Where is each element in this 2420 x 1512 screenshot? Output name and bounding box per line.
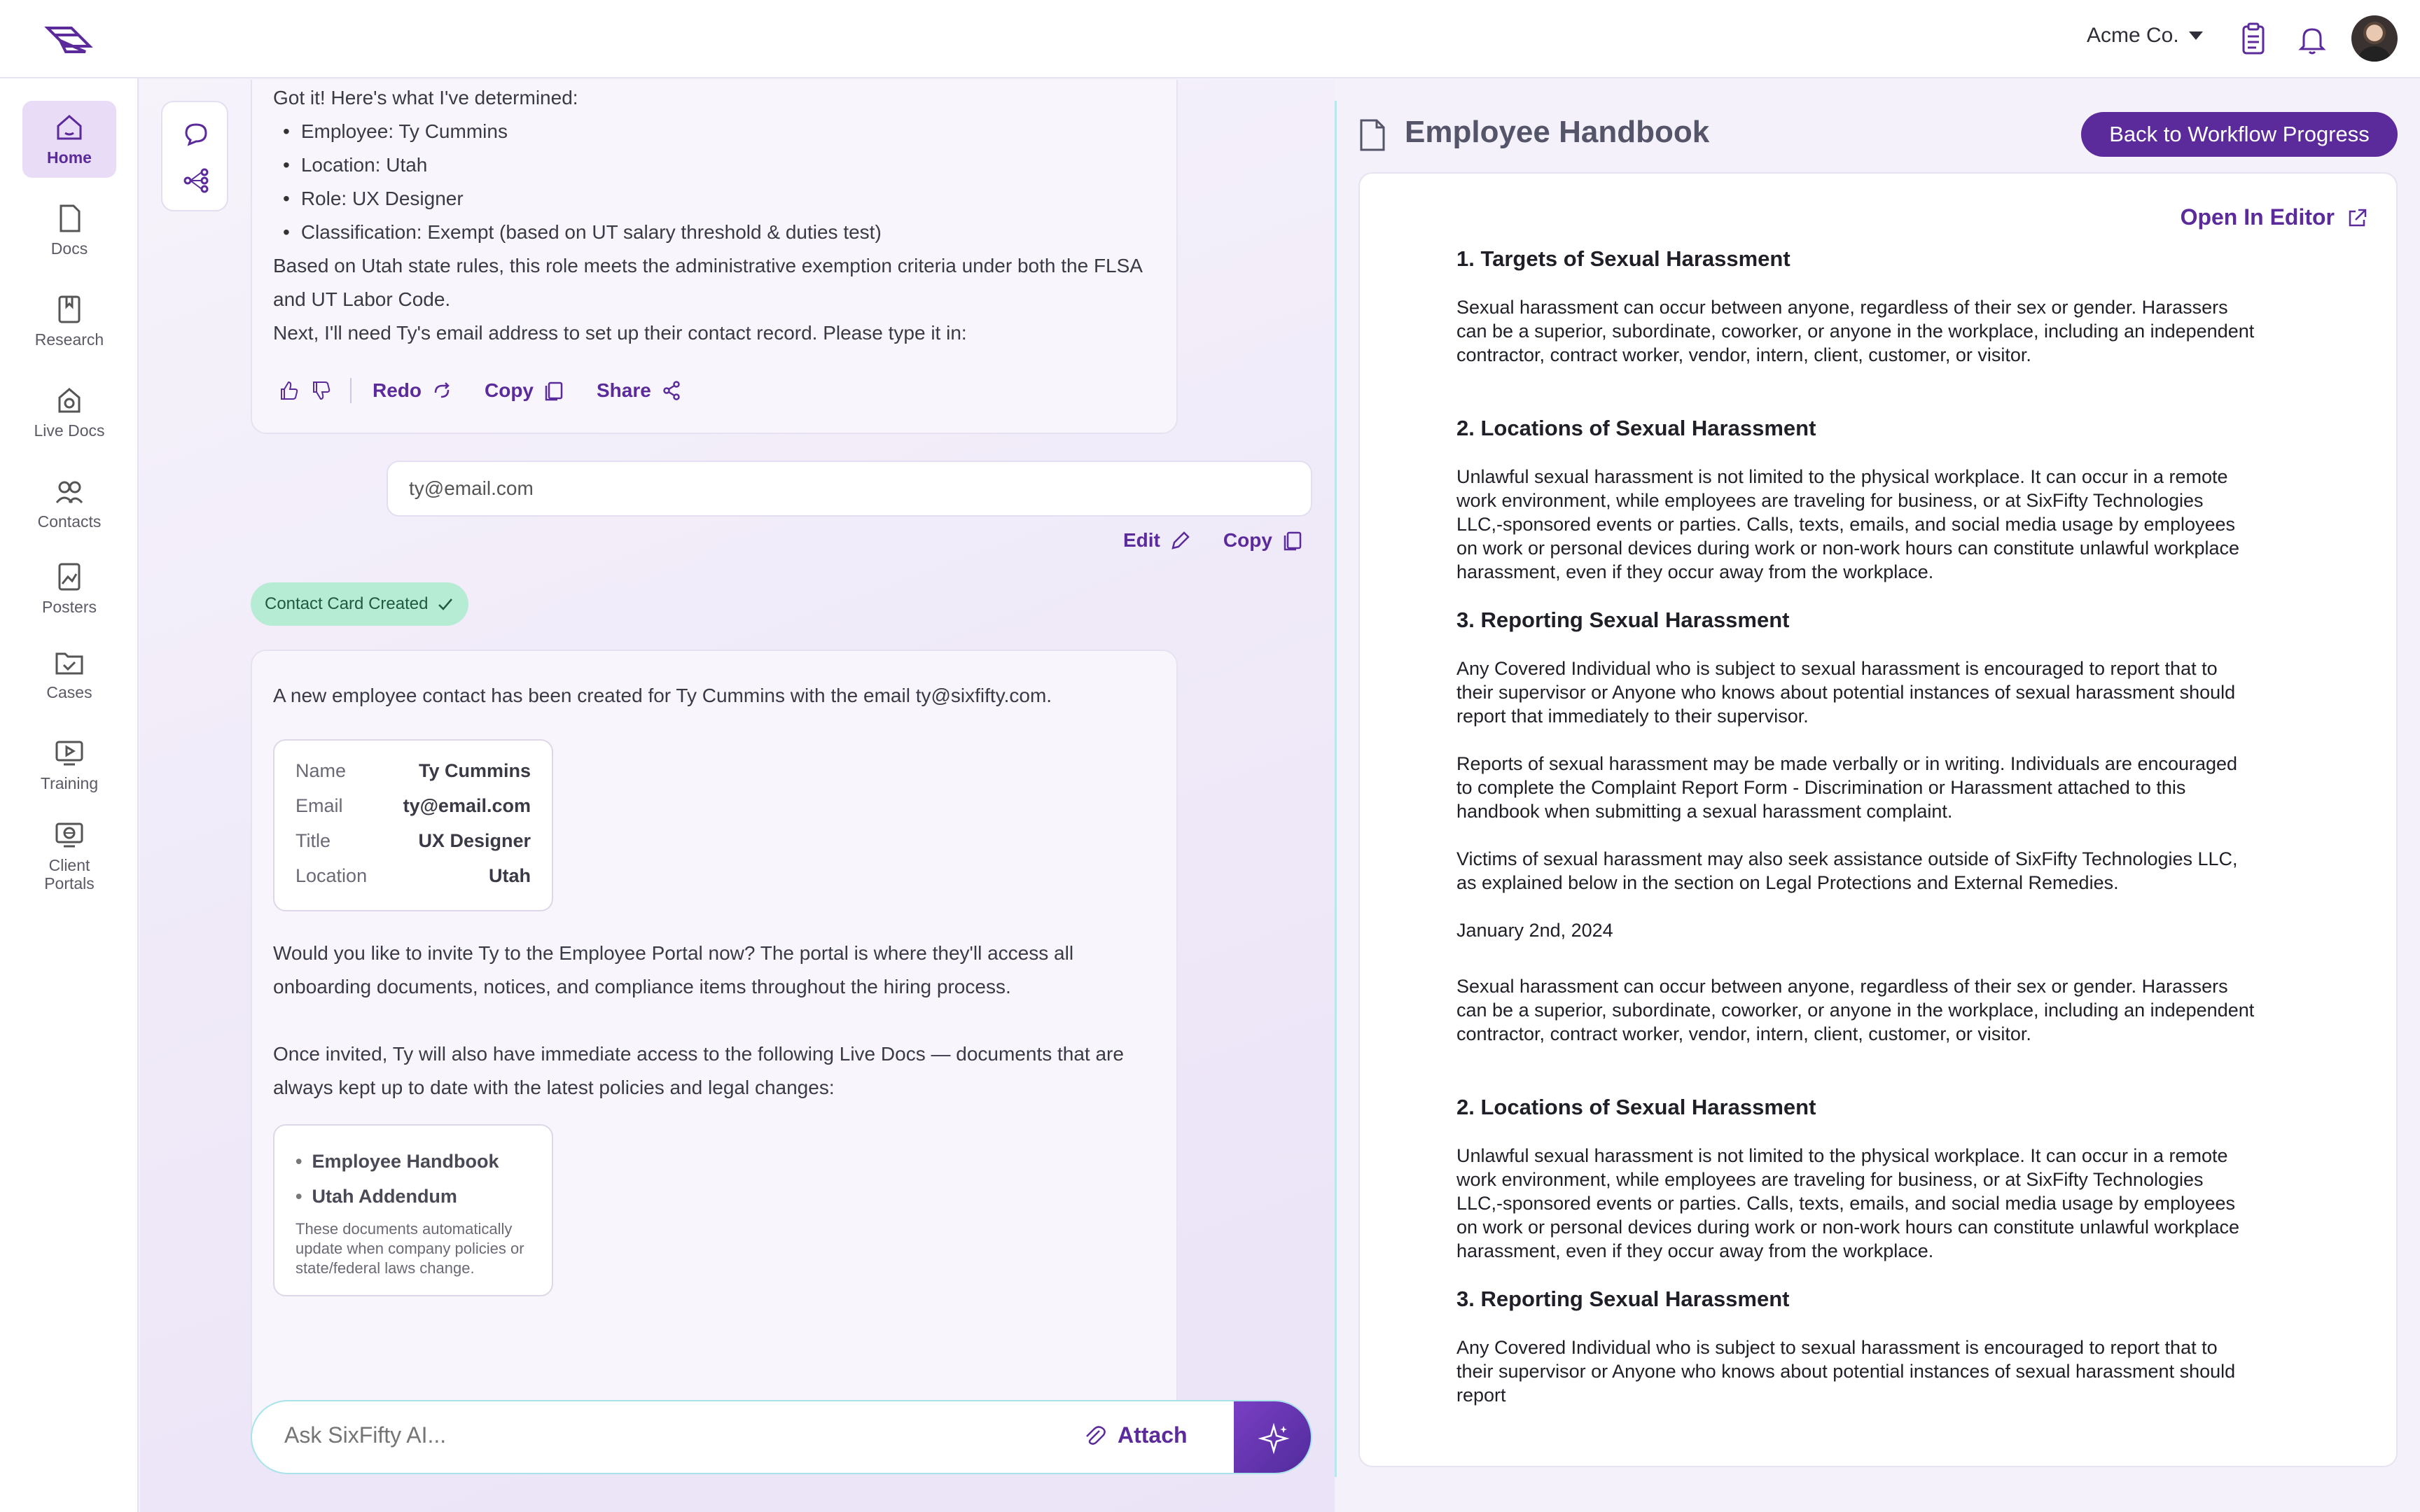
- share-icon: [661, 380, 682, 401]
- nav-item-research[interactable]: [22, 283, 116, 360]
- list-item[interactable]: • Utah Addendum: [295, 1179, 531, 1214]
- section-heading: 3. Reporting Sexual Harassment: [1456, 608, 1790, 632]
- nav-label: Home: [47, 148, 92, 167]
- contact-key: Email: [295, 795, 343, 816]
- nav-item-posters[interactable]: [22, 550, 116, 627]
- ask-input[interactable]: [284, 1422, 985, 1448]
- copy-button[interactable]: [485, 379, 564, 402]
- client-portals-icon: [54, 820, 85, 850]
- cases-icon: [54, 647, 85, 678]
- message-line: always kept up to date with the latest policies and legal changes:: [273, 1077, 835, 1098]
- user-message-actions: [1123, 529, 1303, 552]
- ask-bar: [251, 1400, 1312, 1474]
- table-row: [295, 753, 531, 788]
- research-icon: [54, 294, 85, 325]
- nav-label: Docs: [50, 239, 88, 258]
- redo-label: Redo: [373, 379, 422, 401]
- edit-label: Edit: [1123, 529, 1160, 551]
- live-docs-note: These documents automatically update when company policies or state/federal laws change.: [295, 1220, 524, 1277]
- panel-divider[interactable]: [1335, 101, 1337, 1477]
- section-heading: 2. Locations of Sexual Harassment: [1456, 416, 1816, 440]
- assistant-message-1: [251, 80, 1178, 434]
- nav-item-docs[interactable]: [22, 192, 116, 269]
- paperclip-icon: [1083, 1424, 1106, 1448]
- company-switcher[interactable]: [2087, 24, 2203, 48]
- share-button[interactable]: [597, 379, 682, 402]
- attach-label: Attach: [1118, 1422, 1188, 1448]
- paragraph: Any Covered Individual who is subject to sexual harassment is encouraged to report that to their supervisor or Anyone who knows about potential instances of sexual harassment should report: [1456, 1337, 2236, 1406]
- chat-bubbles-icon[interactable]: [182, 120, 210, 148]
- company-name: Acme Co.: [2087, 24, 2179, 47]
- nav-item-live-docs[interactable]: [22, 374, 116, 451]
- live-docs-icon: [54, 385, 85, 416]
- section-heading: 3. Reporting Sexual Harassment: [1456, 1287, 1790, 1311]
- nav-label: Contacts: [37, 512, 102, 531]
- thumbs-up-icon[interactable]: [277, 379, 300, 402]
- contact-key: Name: [295, 760, 347, 781]
- message-line: and UT Labor Code.: [273, 288, 451, 310]
- open-in-editor-link[interactable]: [2181, 204, 2368, 230]
- table-row: [295, 788, 531, 823]
- message-intro: A new employee contact has been created for Ty Cummins with the email ty@sixfifty.com.: [273, 685, 1052, 706]
- contact-key: Title: [295, 830, 331, 851]
- list-item: • Role: UX Designer: [283, 182, 882, 216]
- training-icon: [54, 738, 85, 769]
- contact-value: ty@email.com: [403, 795, 531, 816]
- document-body: [1456, 246, 2255, 1431]
- paragraph: Any Covered Individual who is subject to sexual harassment is encouraged to report that to their supervisor or Anyone who knows about potential instances of sexual harassment should report that immediately to their supervisor.: [1456, 658, 2236, 727]
- nav-label: Cases: [46, 683, 92, 701]
- divider: [350, 378, 352, 403]
- chevron-down-icon: [2189, 31, 2203, 40]
- status-badge: [251, 582, 468, 626]
- nav-label: Posters: [42, 598, 97, 616]
- message-line: Based on Utah state rules, this role meets the administrative exemption criteria under both the FLSA: [273, 255, 1143, 276]
- user-email-text: ty@email.com: [409, 477, 534, 499]
- redo-icon: [431, 380, 452, 401]
- list-item: • Classification: Exempt (based on UT salary threshold & duties test): [283, 216, 882, 249]
- contact-key: Location: [295, 865, 368, 886]
- bell-icon[interactable]: [2294, 21, 2330, 57]
- edit-button[interactable]: [1123, 529, 1191, 552]
- open-editor-label: Open In Editor: [2180, 204, 2335, 230]
- nav-label: Live Docs: [34, 421, 105, 440]
- contact-card: [273, 739, 553, 911]
- message-line: onboarding documents, notices, and compliance items throughout the hiring process.: [273, 976, 1011, 997]
- contacts-icon: [54, 476, 85, 507]
- paragraph: Unlawful sexual harassment is not limited to the physical workplace. It can occur in a remote work environment, while employees are traveling for business, or at SixFifty Technologies LLC,-sponsored events or parties. Calls, texts, emails, and social media usage by employees on work or personal devices during work or non-work hours can constitute unlawful workplace harassment, even if they occur away from the workplace.: [1456, 1145, 2240, 1261]
- paragraph: Sexual harassment can occur between anyone, regardless of their sex or gender. Harassers can be a superior, subordinate, coworker, or anyone in the workplace, including an independent contractor, contract worker, vendor, intern, client, customer, or visitor.: [1456, 297, 2255, 365]
- document-viewer[interactable]: [1358, 172, 2398, 1467]
- chat-area[interactable]: [140, 80, 1335, 1512]
- posters-icon: [54, 561, 85, 592]
- copy-button[interactable]: [1223, 529, 1303, 552]
- left-nav: [0, 78, 139, 1512]
- copy-icon: [543, 380, 564, 401]
- section-heading: 1. Targets of Sexual Harassment: [1456, 246, 1790, 271]
- home-icon: [54, 112, 85, 143]
- message-intro: Got it! Here's what I've determined:: [273, 87, 578, 108]
- table-row: [295, 823, 531, 858]
- list-item[interactable]: • Employee Handbook: [295, 1144, 531, 1179]
- redo-button[interactable]: [373, 379, 452, 402]
- section-heading: 2. Locations of Sexual Harassment: [1456, 1095, 1816, 1119]
- paragraph: Victims of sexual harassment may also seek assistance outside of SixFifty Technologies LLC, as explained below in the section on Legal Protections and External Remedies.: [1456, 848, 2238, 893]
- spacer: [1456, 391, 2255, 416]
- nav-item-cases[interactable]: [22, 636, 116, 713]
- nav-item-home[interactable]: [22, 101, 116, 178]
- nav-item-contacts[interactable]: [22, 465, 116, 542]
- contact-value: UX Designer: [418, 830, 531, 851]
- chat-side-tools: [161, 101, 228, 211]
- message-line: Once invited, Ty will also have immediate access to the following Live Docs — documents that are: [273, 1043, 1124, 1065]
- table-row: [295, 858, 531, 893]
- badge-label: Contact Card Created: [265, 594, 429, 613]
- copy-label: Copy: [485, 379, 534, 401]
- classification-list: [283, 115, 882, 249]
- clipboard-icon[interactable]: [2235, 21, 2272, 57]
- document-icon: [1358, 119, 1386, 151]
- sixfifty-logo-icon[interactable]: [42, 18, 95, 60]
- attach-button[interactable]: [1083, 1422, 1188, 1448]
- top-bar: [0, 0, 2420, 78]
- message-actions: [277, 378, 714, 403]
- paragraph: Unlawful sexual harassment is not limited to the physical workplace. It can occur in a remote work environment, while employees are traveling for business, or at SixFifty Technologies LLC,-sponsored events or parties. Calls, texts, emails, and social media usage by employees on work or personal devices during work or non-work hours can constitute unlawful workplace harassment, even if they occur away from the workplace.: [1456, 466, 2240, 582]
- live-docs-list: [273, 1124, 553, 1296]
- spacer: [1456, 966, 2255, 974]
- nav-label: Client Portals: [44, 856, 95, 892]
- contact-value: Ty Cummins: [418, 760, 531, 781]
- back-to-workflow-button[interactable]: Back to Workflow Progress: [2081, 112, 2398, 157]
- paragraph: Sexual harassment can occur between anyone, regardless of their sex or gender. Harassers can be a superior, subordinate, coworker, or anyone in the workplace, including an independent contractor, contract worker, vendor, intern, client, customer, or visitor.: [1456, 976, 2255, 1044]
- sparkle-icon: [1257, 1422, 1291, 1455]
- copy-icon: [1282, 530, 1303, 551]
- avatar[interactable]: [2351, 15, 2398, 62]
- docs-icon: [54, 203, 85, 234]
- document-date: January 2nd, 2024: [1456, 920, 1613, 941]
- pencil-icon: [1170, 530, 1191, 551]
- nav-item-training[interactable]: [22, 727, 116, 804]
- nav-item-client-portals[interactable]: [22, 818, 116, 895]
- workflow-tree-icon[interactable]: [182, 167, 210, 195]
- send-ai-button[interactable]: [1234, 1401, 1312, 1474]
- external-link-icon: [2347, 207, 2368, 228]
- nav-label: Training: [40, 774, 99, 792]
- paragraph: Reports of sexual harassment may be made verbally or in writing. Individuals are encouraged to complete the Complaint Report Form - Discrimination or Harassment attached to this handbook when submitting a sexual harassment complaint.: [1456, 753, 2238, 822]
- share-label: Share: [597, 379, 651, 401]
- list-item: • Location: Utah: [283, 148, 882, 182]
- contact-value: Utah: [489, 865, 531, 886]
- message-line: Would you like to invite Ty to the Employee Portal now? The portal is where they'll access all: [273, 942, 1074, 964]
- copy-label: Copy: [1223, 529, 1272, 551]
- nav-label: Research: [34, 330, 104, 349]
- list-item: • Employee: Ty Cummins: [283, 115, 882, 148]
- thumbs-down-icon[interactable]: [310, 379, 332, 402]
- message-line: Next, I'll need Ty's email address to set up their contact record. Please type it in:: [273, 322, 967, 344]
- check-icon: [436, 595, 454, 613]
- document-title: Employee Handbook: [1405, 115, 1710, 149]
- spacer: [1456, 1070, 2255, 1095]
- user-message: [387, 461, 1312, 517]
